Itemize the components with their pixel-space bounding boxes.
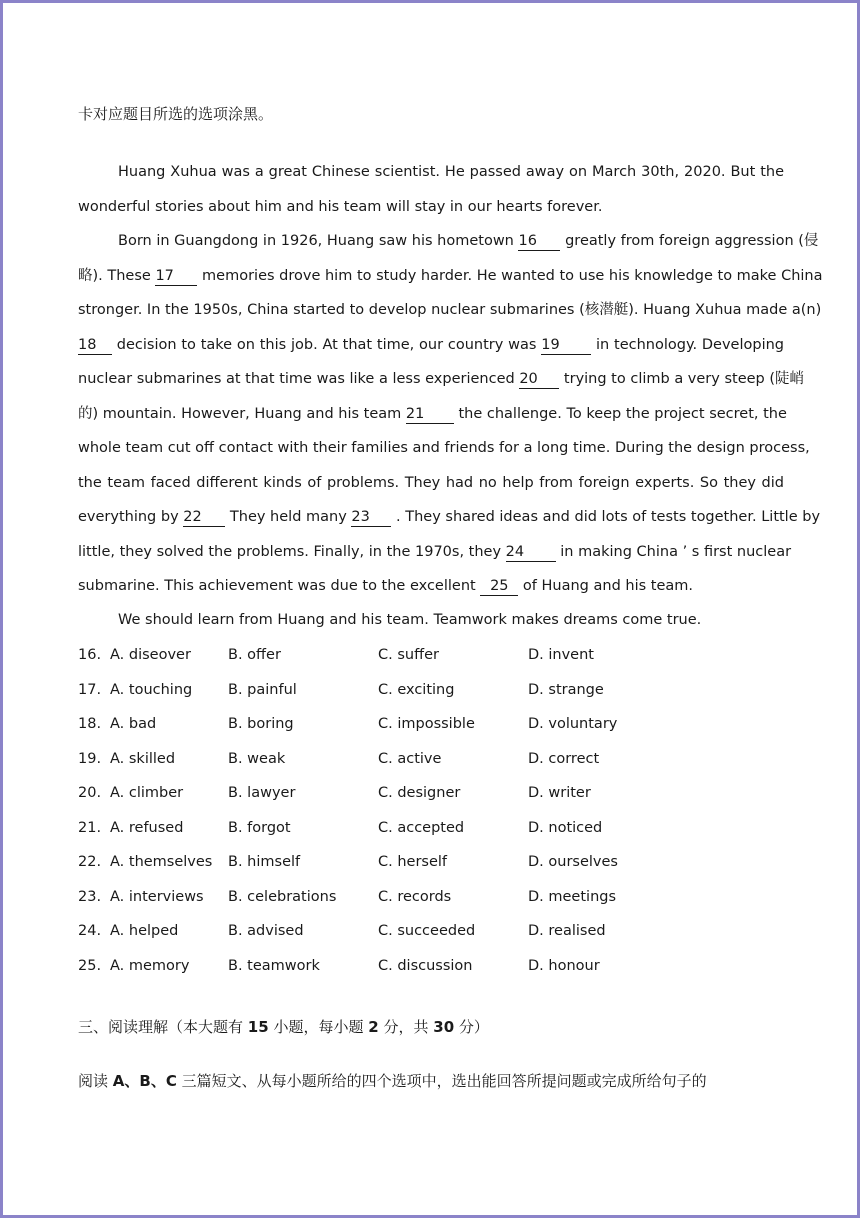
option-a: A. refused [110,819,184,836]
passage-line: stronger. In the 1950s, China started to develop nuclear submarines (核潜艇). Huang Xuhua made a(n) [78,302,822,318]
option-a: A. bad [110,716,157,732]
text-run: 三篇短文、从每小题所给的四个选项中，选出能回答所提问题或完成所给句子的 [181,1072,707,1090]
passage-labels: A、B、C [112,1072,177,1090]
option-a: A. climber [110,785,184,801]
option-d: D. honour [528,957,600,974]
text-run: 的) mountain. However, Huang and his team [78,406,402,422]
text-run: They held many [229,509,347,525]
blank-16: 16 [518,233,560,251]
text-run: submarine. This achievement was due to the excellent [78,578,476,594]
text-run: 略). These [78,268,151,284]
blank-22: 22 [183,509,225,527]
option-a: A. diseover [110,647,191,663]
section-3-heading [78,1017,784,1037]
text-run: little, they solved the problems. Finally, in the 1970s, they [78,544,502,560]
text-run: 分） [458,1018,489,1036]
option-c: C. suffer [378,647,439,663]
question-number: 25. [78,957,102,974]
option-c: C. active [378,750,442,767]
option-c: C. exciting [378,681,455,698]
option-b: B. weak [228,750,286,767]
text-run: in making China ’ s first nuclear [560,544,792,560]
question-row [78,852,784,872]
option-c: C. impossible [378,716,475,732]
option-d: D. strange [528,681,604,698]
passage-line: whole team cut off contact with their families and friends for a long time. During the design process, [78,440,810,456]
option-b: B. advised [228,923,304,939]
option-d: D. correct [528,750,600,767]
question-row [78,714,784,734]
question-count: 15 [247,1018,269,1036]
option-b: B. celebrations [228,888,337,905]
text-run: in technology. Developing [596,337,784,353]
passage-line [78,335,784,355]
option-b: B. boring [228,716,294,732]
question-number: 19. [78,750,102,767]
option-b: B. offer [228,647,281,663]
question-number: 22. [78,854,102,870]
option-a: A. interviews [110,888,204,905]
text-run: of Huang and his team. [522,578,693,594]
question-row [78,818,784,838]
blank-24: 24 [506,544,556,562]
passage-line [78,369,805,389]
option-d: D. invent [528,647,594,663]
question-row [78,956,784,976]
passage-line: Huang Xuhua was a great Chinese scientist. He passed away on March 30th, 2020. But the [118,164,784,180]
text-run: . They shared ideas and did lots of tests together. Little by [396,509,821,525]
passage-line [78,266,823,286]
option-a: A. themselves [110,854,213,870]
option-d: D. realised [528,923,606,939]
text-run: greatly from foreign aggression (侵 [565,233,819,249]
text-run: 小题，每小题 [273,1018,364,1036]
passage-line: wonderful stories about him and his team will stay in our hearts forever. [78,199,603,215]
text-run: the challenge. To keep the project secret, the [458,406,787,422]
text-run: 阅读 [78,1072,109,1090]
question-number: 20. [78,785,102,801]
option-c: C. herself [378,854,448,870]
points-each: 2 [368,1018,379,1036]
blank-19: 19 [541,337,591,355]
question-row [78,783,784,803]
passage-line [78,231,819,251]
option-c: C. designer [378,785,461,801]
question-number: 17. [78,681,102,698]
option-d: D. writer [528,785,591,801]
option-c: C. discussion [378,957,473,974]
passage-line [78,404,787,424]
blank-25: 25 [480,578,518,596]
blank-21: 21 [406,406,454,424]
passage-line [78,507,821,527]
text-run: memories drove him to study harder. He wanted to use his knowledge to make China [202,268,823,284]
passage-line: We should learn from Huang and his team. Teamwork makes dreams come true. [118,612,702,628]
option-a: A. skilled [110,750,176,767]
question-row [78,749,784,769]
question-row [78,680,784,700]
option-b: B. painful [228,681,297,698]
header-instruction-line: 卡对应题目所选的选项涂黑。 [78,105,274,123]
reading-instruction [78,1071,784,1091]
question-number: 16. [78,647,102,663]
blank-17: 17 [155,268,197,286]
question-number: 24. [78,923,102,939]
option-a: A. memory [110,957,190,974]
blank-18: 18 [78,337,112,355]
blank-20: 20 [519,371,559,389]
option-c: C. succeeded [378,923,476,939]
passage-line [78,576,784,596]
question-number: 21. [78,819,102,836]
option-b: B. himself [228,854,301,870]
question-number: 23. [78,888,102,905]
option-c: C. records [378,888,452,905]
option-d: D. meetings [528,888,617,905]
passage-line: the team faced different kinds of problems. They had no help from foreign experts. So they did [78,475,784,491]
question-number: 18. [78,716,102,732]
blank-23: 23 [351,509,391,527]
question-row [78,645,784,665]
text-run: 分，共 [383,1018,429,1036]
question-row [78,921,784,941]
text-run: trying to climb a very steep (陡峭 [563,371,805,387]
option-b: B. forgot [228,819,291,836]
option-a: A. touching [110,681,193,698]
text-run: 三、阅读理解（本大题有 [78,1018,244,1036]
option-d: D. noticed [528,819,603,836]
passage-line [78,542,792,562]
option-b: B. lawyer [228,785,296,801]
text-run: decision to take on this job. At that time, our country was [116,337,537,353]
option-a: A. helped [110,923,179,939]
text-run: Born in Guangdong in 1926, Huang saw his hometown [118,233,514,249]
option-b: B. teamwork [228,957,320,974]
option-d: D. ourselves [528,854,618,870]
points-total: 30 [433,1018,455,1036]
text-run: everything by [78,509,179,525]
text-run: nuclear submarines at that time was like a less experienced [78,371,515,387]
question-row [78,887,784,907]
option-c: C. accepted [378,819,465,836]
option-d: D. voluntary [528,716,618,732]
